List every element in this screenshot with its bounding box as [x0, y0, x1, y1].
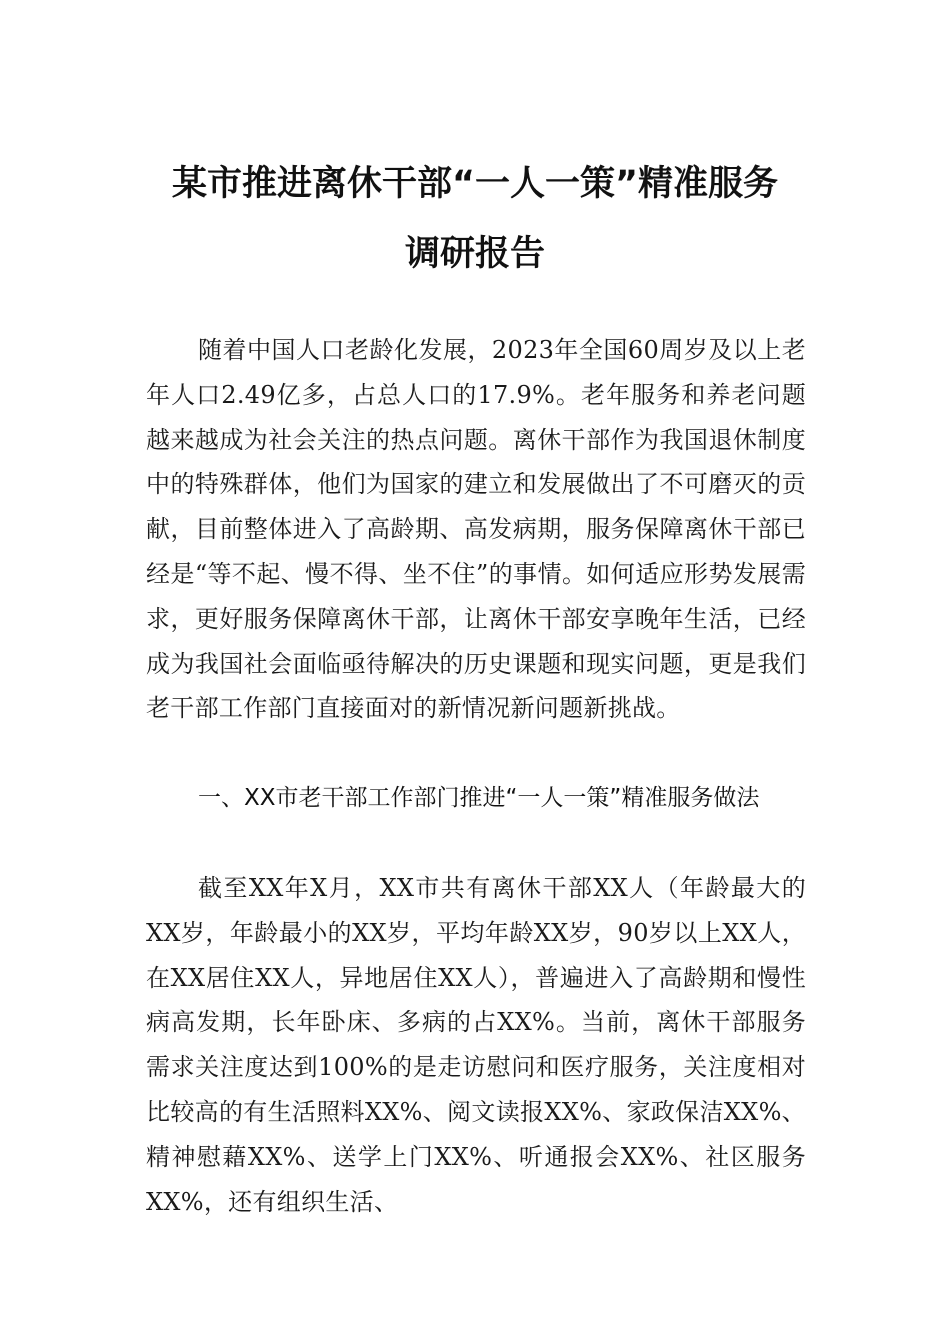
intro-paragraph: 随着中国人口老龄化发展，2023年全国60周岁及以上老年人口2.49亿多，占总人口的17.9%。老年服务和养老问题越来越成为社会关注的热点问题。离休干部作为我国退休制度中的特殊群体，他们为国家的建立和发展做出了不可磨灭的贡献，目前整体进入了高龄期、高发病期，服务保障离休干部已经是“等不起、慢不得、坐不住”的事情。如何适应形势发展需求，更好服务保障离休干部，让离休干部安享晚年生活，已经成为我国社会面临亟待解决的历史课题和现实问题，更是我们老干部工作部门直接面对的新情况新问题新挑战。	[146, 336, 806, 723]
section-heading-1: 一、XX市老干部工作部门推进“一人一策”精准服务做法	[198, 785, 760, 811]
section-1-paragraph: 截至XX年X月，XX市共有离休干部XX人（年龄最大的XX岁，年龄最小的XX岁，平均年龄XX岁，90岁以上XX人，在XX居住XX人，异地居住XX人），普遍进入了高龄期和慢性病高发期，长年卧床、多病的占XX%。当前，离休干部服务需求关注度达到100%的是走访慰问和医疗服务，关注度相对比较高的有生活照料XX%、阅文读报XX%、家政保洁XX%、精神慰藉XX%、送学上门XX%、听通报会XX%、社区服务XX%，还有组织生活、	[146, 874, 806, 1216]
document-title-line-2: 调研报告	[404, 234, 545, 274]
document-title-line-1: 某市推进离休干部“一人一策”精准服务	[171, 164, 778, 204]
